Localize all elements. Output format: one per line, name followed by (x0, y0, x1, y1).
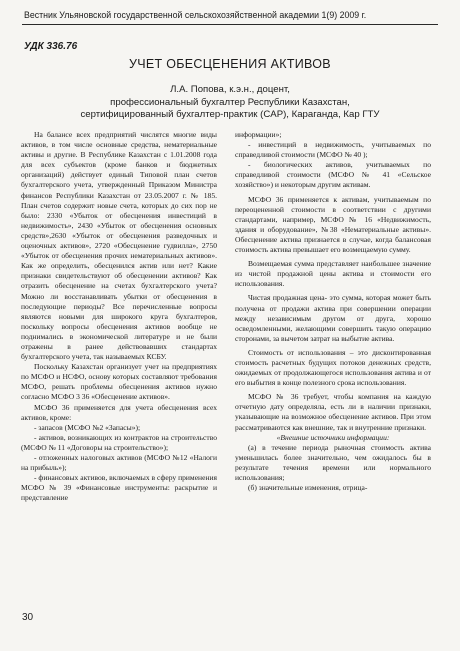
list-item: - инвестиций в недвижимость, учитываемых по справедливой стоимости (МСФО № 40 ); (235, 140, 431, 160)
paragraph: МСФО 36 применяется к активам, учитываемым по переоцененной стоимости в соответствии с другими стандартами, например, МСФО № 16 «Недвижимость, здания и оборудование», №38 «Нематериальные активы». Обесценение актива признается в случае, когда балансовая стоимость актива превышает его возмещаемую сумму. (235, 194, 431, 255)
list-item: (б) значительные изменения, отрица- (248, 483, 368, 493)
list-item: - финансовых активов, включаемых в сферу применения МСФО № 39 «Финансовые инструменты: раскрытие и представление (21, 473, 217, 503)
list-item: - биологических активов, учитываемых по справедливой стоимости (МСФО № 41 «Сельское хозяйство») и некоторым другим активам. (235, 160, 431, 190)
article-title: УЧЕТ ОБЕСЦЕНЕНИЯ АКТИВОВ (129, 57, 331, 71)
paragraph: Возмещаемая сумма представляет наибольшее значение из чистой продажной цены актива и стоимости его использования. (235, 259, 431, 289)
page-number: 30 (22, 612, 34, 623)
author-block (0, 84, 460, 122)
list-item: - запасов (МСФО №2 «Запасы»); (34, 422, 141, 432)
author-name: Л.А. Попова, к.э.н., доцент, (170, 84, 290, 95)
list-item: - отложенных налоговых активов (МСФО №12 «Налоги на прибыль»); (21, 453, 217, 473)
udk-code: УДК 336.76 (24, 41, 78, 52)
paragraph: МСФО № 36 требует, чтобы компания на каждую отчетную дату определяла, есть ли в наличии признаки, указывающие на возможное обесценение активов. При этом рассматриваются как внешние, так и внутренние признаки. (235, 392, 431, 432)
author-credential: профессиональный бухгалтер Республики Казахстан, (110, 96, 350, 108)
subheading: «Внешние источники информации: (276, 432, 390, 442)
list-item: (а) в течение периода рыночная стоимость актива уменьшилась более значительно, чем ожидалось бы в результате течения времени или нормального использования; (235, 442, 431, 482)
author-affiliation: сертифицированный бухгалтер-практик (CAP), Караганда, Кар ГТУ (80, 109, 380, 121)
right-column (235, 130, 431, 493)
paragraph: МСФО 36 применяется для учета обесценения всех активов, кроме: (21, 402, 217, 422)
list-item: - активов, возникающих из контрактов на строительство (МСФО № 11 «Договоры на строительство»); (21, 432, 217, 452)
paragraph: На балансе всех предприятий числятся многие виды активов, в том числе основные средства, нематериальные активы и другие. В Республике Казахстан с 1.01.2008 года для всех субъектов (кроме банков и бюджетных организаций) действует единый Типовой план счетов бухгалтерского учета, утвержденный Приказом Министра финансов Республики Казахстан от 23.05.2007 г. № 185. План счетов содержит новые счета, которых до сих пор не было: 2330 «Убыток от обесценения инвестиций в недвижимость», 2430 «Убыток от обесценения основных средств»,2630 «Убыток от обесценения разведочных и оценочных активов», 2720 «Обесценение гудвилла», 2750 «Убыток от обесценения прочих нематериальных активов». Как же определить, обесценился актив или нет? Какие признаки свидетельствуют об обесценении активов? Как отразить обесценение на счетах бухгалтерского учета? Можно ли восстанавливать убытки от обесценения в последующие периоды? Все перечисленные вопросы являются новыми для широкого круга бухгалтеров, поскольку вопросы обесценения активов вообще не поднимались в экономической литературе и не были отражены в ранее действовавших стандартах бухгалтерского учета, так называемых КСБУ. (21, 130, 217, 362)
left-column (21, 130, 217, 503)
journal-header: Вестник Ульяновской государственной сельскохозяйственной академии 1(9) 2009 г. (22, 8, 438, 25)
paragraph: Стоимость от использования – это дисконтированная стоимость расчетных будущих потоков денежных средств, ожидаемых от продолжающегося использования актива и от его выбытия в конце полезного срока использования. (235, 347, 431, 388)
paragraph-continuation: информации»; (235, 130, 282, 139)
paragraph: Чистая продажная цена- это сумма, которая может быть получена от продажи актива при совершении операции между независимым другом от друга, хорошо осведомленными, желающими совершить такую операцию сторонами, за вычетом затрат на выбытие актива. (235, 293, 431, 343)
paragraph: Поскольку Казахстан организует учет на предприятиях по МСФО и НСФО, основу которых составляют требования МСФО, решать проблемы обесценения активов нужно согласно МСФО 3 36 «Обесценение активов». (21, 362, 217, 402)
